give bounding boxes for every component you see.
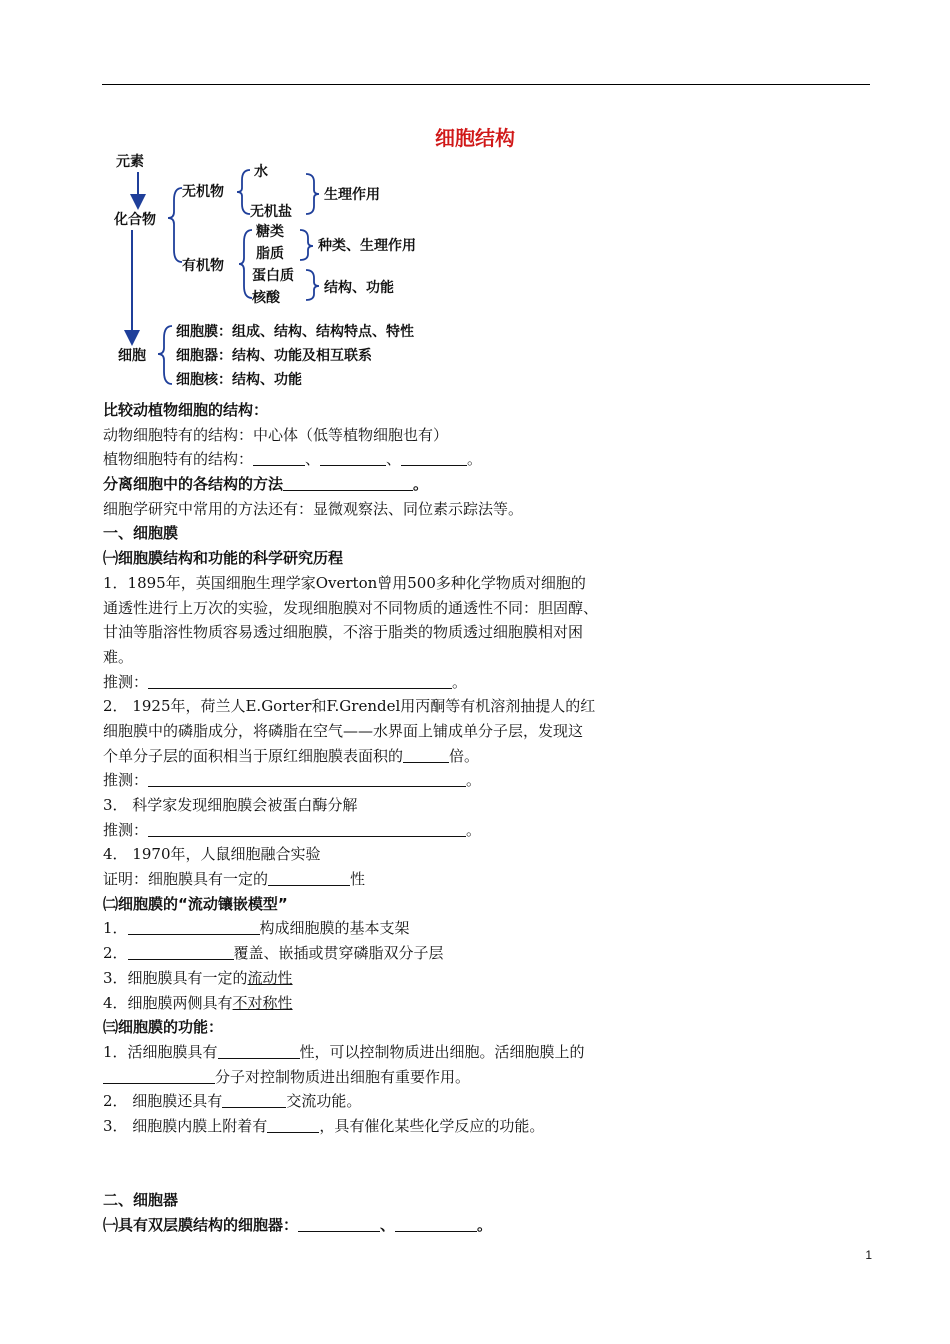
text-methods: 细胞学研究中常用的方法还有：显微观察法、同位素示踪法等。 <box>103 499 524 518</box>
brace-inorganic <box>237 170 250 214</box>
blank-plant-3[interactable] <box>401 449 467 466</box>
node-sugar: 糖类 <box>256 224 284 240</box>
node-compound: 化合物 <box>114 212 156 228</box>
worksheet-body <box>103 398 743 1237</box>
text-history-1d: 难。 <box>103 647 134 666</box>
model-1: 1． 构成细胞膜的基本支架 <box>103 919 410 938</box>
blank-plant-2[interactable] <box>320 449 386 466</box>
text-plant: 植物细胞特有的结构： 、 、 。 <box>103 450 483 469</box>
section-organelle: 二、细胞器 <box>103 1191 179 1209</box>
node-organelle: 细胞器：结构、功能及相互联系 <box>176 348 372 364</box>
guess-3: 推测： 。 <box>103 820 482 839</box>
model-3: 3．细胞膜具有一定的流动性 <box>103 968 293 987</box>
heading-compare: 比较动植物细胞的结构： <box>103 401 269 419</box>
node-lipid: 脂质 <box>256 246 284 262</box>
text-history-2b: 细胞膜中的磷脂成分，将磷脂在空气——水界面上铺成单分子层，发现这 <box>103 721 584 740</box>
function-3: 3． 细胞膜内膜上附着有 ，具有催化某些化学反应的功能。 <box>103 1116 545 1135</box>
concept-map <box>110 150 490 392</box>
node-water: 水 <box>254 164 268 180</box>
blank-guess-2[interactable] <box>148 770 466 787</box>
blank-organelle-1[interactable] <box>298 1215 380 1232</box>
text-history-4: 4． 1970年，人鼠细胞融合实验 <box>103 845 321 864</box>
text-history-2c: 个单分子层的面积相当于原红细胞膜表面积的 倍。 <box>103 746 480 765</box>
subsection-model: ㈡细胞膜的“流动镶嵌模型” <box>103 894 288 913</box>
blank-function-1[interactable] <box>218 1042 300 1059</box>
text-history-3: 3． 科学家发现细胞膜会被蛋白酶分解 <box>103 796 358 814</box>
function-2: 2． 细胞膜还具有 交流功能。 <box>103 1092 362 1111</box>
blank-organelle-2[interactable] <box>395 1215 477 1232</box>
blank-times[interactable] <box>403 746 449 763</box>
brace-inorganic-right <box>306 174 319 214</box>
blank-model-1[interactable] <box>128 918 260 935</box>
blank-guess-3[interactable] <box>148 820 466 837</box>
blank-proof[interactable] <box>268 869 350 886</box>
page-number: 1 <box>865 1248 872 1262</box>
subsection-function: ㈢细胞膜的功能： <box>103 1018 224 1037</box>
text-animal: 动物细胞特有的结构：中心体（低等植物细胞也有） <box>103 425 449 444</box>
node-organic: 有机物 <box>182 258 224 274</box>
subsection-double-membrane: ㈠具有双层膜结构的细胞器： 、 。 <box>103 1215 493 1234</box>
node-elements: 元素 <box>116 154 144 170</box>
text-history-2a: 2． 1925年，荷兰人E.Gorter和F.Grendel用丙酮等有机溶剂抽提人的红 <box>103 697 596 716</box>
blank-function-4[interactable] <box>267 1116 319 1133</box>
brace-protein-nucleic <box>306 270 319 300</box>
blank-function-3[interactable] <box>222 1091 286 1108</box>
node-protein: 蛋白质 <box>252 268 294 284</box>
section-membrane: 一、细胞膜 <box>103 524 179 543</box>
heading-separation: 分离细胞中的各结构的方法 。 <box>103 475 429 494</box>
function-1a: 1．活细胞膜具有 性，可以控制物质进出细胞。活细胞膜上的 <box>103 1042 585 1061</box>
node-sugar-lipid-role: 种类、生理作用 <box>318 238 416 254</box>
blank-function-2[interactable] <box>103 1067 215 1084</box>
guess-1: 推测： 。 <box>103 672 468 691</box>
node-inorganic-role: 生理作用 <box>324 187 380 203</box>
model-4: 4．细胞膜两侧具有不对称性 <box>103 993 293 1012</box>
guess-2: 推测： 。 <box>103 771 482 790</box>
text-history-1a: 1．1895年，英国细胞生理学家Overton曾用500多种化学物质对细胞的 <box>103 573 586 592</box>
brace-cell <box>158 326 172 384</box>
node-nucleus: 细胞核：结构、功能 <box>176 372 302 388</box>
function-1b: 分子对控制物质进出细胞有重要作用。 <box>103 1065 743 1090</box>
brace-sugar-lipid <box>300 230 313 260</box>
node-salt: 无机盐 <box>250 204 292 220</box>
proof-4: 证明：细胞膜具有一定的 性 <box>103 870 366 889</box>
header-rule <box>102 84 870 85</box>
page-title: 细胞结构 <box>435 126 515 150</box>
node-membrane: 细胞膜：组成、结构、结构特点、特性 <box>176 324 414 340</box>
blank-method[interactable] <box>283 474 413 491</box>
blank-plant-1[interactable] <box>253 449 305 466</box>
node-protein-role: 结构、功能 <box>324 280 394 296</box>
node-cell: 细胞 <box>118 348 146 364</box>
blank-guess-1[interactable] <box>148 672 452 689</box>
text-history-1c: 甘油等脂溶性物质容易透过细胞膜，不溶于脂类的物质透过细胞膜相对困 <box>103 623 584 642</box>
subsection-history: ㈠细胞膜结构和功能的科学研究历程 <box>103 549 344 568</box>
node-inorganic: 无机物 <box>182 184 224 200</box>
brace-organic <box>239 230 252 298</box>
blank-model-2[interactable] <box>128 943 234 960</box>
brace-compound <box>168 188 182 262</box>
model-2: 2． 覆盖、嵌插或贯穿磷脂双分子层 <box>103 944 444 963</box>
node-nucleic: 核酸 <box>252 290 280 306</box>
text-history-1b: 通透性进行上万次的实验，发现细胞膜对不同物质的通透性不同：胆固醇、 <box>103 598 599 617</box>
